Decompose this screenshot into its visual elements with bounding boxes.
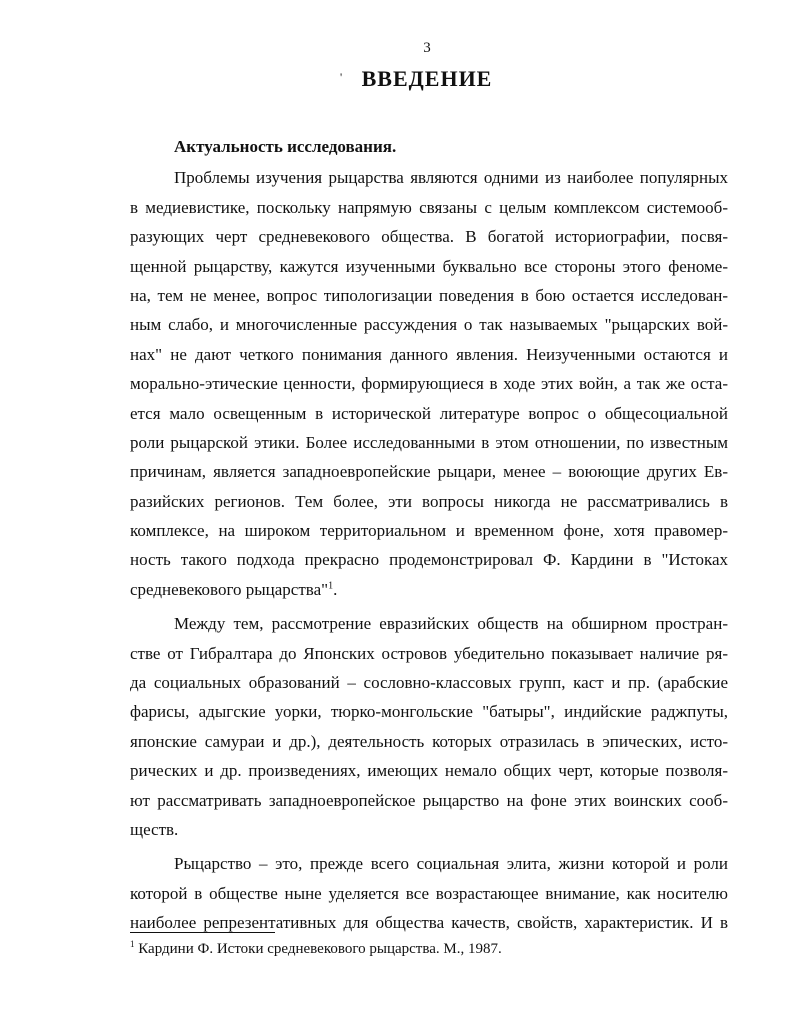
text-line: Рыцарство – это, прежде всего социальная элита, жизни которой и роли: [174, 854, 728, 874]
text-line: которой в обществе ныне уделяется все возрастающее внимание, как носителю: [130, 883, 728, 903]
paragraph-knighthood-elite: [130, 849, 728, 937]
text-line: Между тем, рассмотрение евразийских обществ на обширном простран-: [174, 614, 728, 634]
text-line: щенной рыцарству, кажутся изученными буквально все стороны этого феноме-: [130, 256, 728, 276]
text-line: [130, 575, 728, 604]
paragraph-eurasian-societies: [130, 609, 728, 844]
text-line: морально-этические ценности, формирующиеся в ходе этих войн, а так же оста-: [130, 374, 728, 394]
paragraph-relevance: [130, 163, 728, 604]
text-line: стве от Гибралтара до Японских островов убедительно показывает наличие ря-: [130, 643, 728, 663]
text-line: ным слабо, и многочисленные рассуждения о так называемых "рыцарских вой-: [130, 315, 728, 335]
page-title: ВВЕДЕНИЕ: [361, 66, 493, 91]
text-line: ют рассматривать западноевропейское рыцарство на фоне этих воинских сооб-: [130, 790, 728, 810]
text-line: наиболее репрезентативных для общества качеств, свойств, характеристик. И в: [130, 913, 728, 933]
text-line: ность такого подхода прекрасно продемонстрировал Ф. Кардини в "Истоках: [130, 550, 728, 570]
text-line: рических и др. произведениях, имеющих немало общих черт, которые позволя-: [130, 761, 728, 781]
text-line: Проблемы изучения рыцарства являются одними из наиболее популярных: [174, 168, 728, 188]
text-line-content: средневекового рыцарства": [130, 579, 329, 599]
sentence-end: .: [333, 579, 338, 599]
body-text: [130, 132, 728, 938]
text-line: в медиевистике, поскольку напрямую связаны с целым комплексом системооб-: [130, 197, 728, 217]
text-line: японские самураи и др.), деятельность которых отразилась в эпических, исто-: [130, 731, 728, 751]
text-line: фарисы, адыгские уорки, тюрко-монгольские "батыры", индийские раджпуты,: [130, 702, 728, 722]
page-number: 3: [423, 40, 431, 56]
footnote-reference[interactable]: 1: [328, 580, 334, 592]
text-line: роли рыцарской этики. Более исследованными в этом отношении, по известным: [130, 432, 728, 452]
text-line: да социальных образований – сословно-классовых групп, каст и пр. (арабские: [130, 673, 728, 693]
section-heading: Актуальность исследования.: [174, 137, 397, 156]
text-line: на, тем не менее, вопрос типологизации поведения в бою остается исследован-: [130, 285, 728, 305]
footnote-marker: 1: [130, 939, 135, 949]
text-line: разийских регионов. Тем более, эти вопросы никогда не рассматривались в: [130, 491, 728, 511]
footnote: [130, 941, 502, 958]
text-line: комплексе, на широком территориальном и временном фоне, хотя правомер-: [130, 521, 728, 541]
text-line: причинам, является западноевропейские рыцари, менее – воюющие других Ев-: [130, 462, 728, 482]
scan-dot: ': [340, 70, 343, 84]
text-line: нах" не дают четкого понимания данного явления. Неизученными остаются и: [130, 344, 728, 364]
text-line: ется мало освещенным в исторической литературе вопрос о общесоциальной: [130, 403, 728, 423]
text-line: разующих черт средневекового общества. В богатой историографии, посвя-: [130, 227, 728, 247]
footnote-separator: [130, 932, 275, 933]
text-line: ществ.: [130, 819, 179, 839]
footnote-text: Кардини Ф. Истоки средневекового рыцарства. М., 1987.: [134, 941, 502, 957]
